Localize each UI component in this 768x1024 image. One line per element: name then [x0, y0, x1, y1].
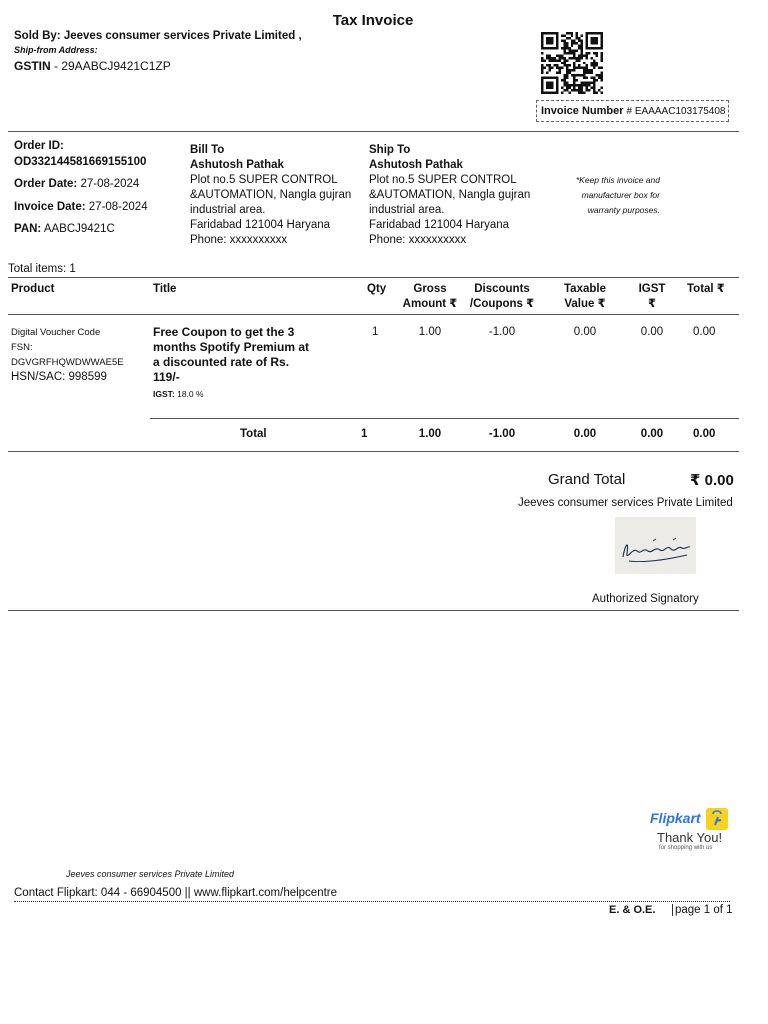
- item-title-line: Free Coupon to get the 3: [153, 325, 295, 339]
- invoice-date: [14, 200, 148, 216]
- header-gross-line: Amount ₹: [402, 298, 458, 310]
- ship-to-address-line: industrial area.: [369, 204, 445, 216]
- header-igst-line: ₹: [647, 298, 656, 310]
- item-title-line: 119/-: [153, 370, 180, 384]
- header-discounts: [466, 282, 538, 312]
- page-number: page 1 of 1: [672, 904, 733, 916]
- ship-to-phone: Phone: xxxxxxxxxx: [369, 234, 467, 246]
- bill-to-address-line: &AUTOMATION, Nangla gujran: [190, 189, 352, 201]
- order-date: [14, 177, 148, 193]
- ship-to-address-line: &AUTOMATION, Nangla gujran: [369, 189, 531, 201]
- order-details: [14, 139, 148, 245]
- totals-discount: -1.00: [488, 428, 516, 440]
- signatory-company: Jeeves consumer services Private Limited: [518, 497, 733, 509]
- header-taxable-line: Taxable: [564, 283, 606, 295]
- header-qty: Qty: [367, 283, 387, 295]
- thank-you-text: Thank You!: [657, 830, 723, 845]
- header-igst: [632, 282, 672, 312]
- item-igst-rate: [153, 387, 328, 402]
- flipkart-bag-icon: [706, 808, 728, 830]
- fsn-value: DGVGRFHQWDWWAE5E: [11, 357, 124, 368]
- contact-line: Contact Flipkart: 044 - 66904500 || www.flipkart.com/helpcentre: [14, 887, 338, 899]
- pan-value: AABCJ9421C: [41, 223, 115, 236]
- item-igst: 0.00: [640, 326, 664, 338]
- grand-total-value: ₹ 0.00: [690, 472, 734, 489]
- grand-total-label: Grand Total: [548, 471, 626, 488]
- ship-to-address-line: Faridabad 121004 Haryana: [369, 219, 510, 231]
- product-name: Digital Voucher Code: [11, 327, 101, 338]
- ship-to-name: Ashutosh Pathak: [369, 159, 463, 171]
- header-taxable-value: [555, 282, 615, 312]
- ship-from-label: Ship-from Address:: [14, 45, 98, 55]
- summary-divider: [8, 610, 739, 611]
- warranty-note: [540, 173, 660, 218]
- fsn-label: FSN:: [11, 342, 33, 353]
- bill-to-address-line: Faridabad 121004 Haryana: [190, 219, 331, 231]
- gstin-label: GSTIN: [14, 59, 51, 73]
- item-title-line: months Spotify Premium at: [153, 340, 310, 354]
- thank-you-subtext: for shopping with us: [659, 845, 713, 851]
- bill-to-phone: Phone: xxxxxxxxxx: [190, 234, 288, 246]
- flipkart-logo: Flipkart: [650, 810, 701, 826]
- invoice-date-value: 27-08-2024: [85, 200, 148, 213]
- item-total: 0.00: [693, 326, 716, 338]
- total-items: Total items: 1: [8, 263, 76, 275]
- header-discount-line: /Coupons ₹: [469, 298, 535, 310]
- bill-to-name: Ashutosh Pathak: [190, 159, 284, 171]
- totals-total: 0.00: [693, 428, 716, 440]
- header-gross-amount: [400, 282, 460, 312]
- bill-to-heading: Bill To: [190, 144, 225, 156]
- product-cell: [11, 325, 124, 385]
- header-taxable-line: Value ₹: [564, 298, 606, 310]
- table-top-border: [8, 277, 739, 278]
- totals-label: Total: [240, 428, 267, 440]
- table-bottom-border: [8, 451, 739, 452]
- eoe-label: E. & O.E.: [609, 904, 656, 916]
- bill-to-address-line: industrial area.: [190, 204, 266, 216]
- item-gross-amount: 1.00: [418, 326, 442, 338]
- ship-to-heading: Ship To: [369, 144, 411, 156]
- footer-divider: [14, 901, 730, 902]
- header-title: Title: [153, 283, 177, 295]
- invoice-title: Tax Invoice: [332, 12, 414, 29]
- item-qty: 1: [372, 326, 379, 338]
- item-discount: -1.00: [488, 326, 516, 338]
- header-total: Total ₹: [687, 283, 725, 295]
- qr-code-icon: [540, 32, 604, 94]
- totals-igst: 0.00: [640, 428, 664, 440]
- gstin-value: - 29AABCJ9421C1ZP: [50, 59, 171, 73]
- igst-rate-value: 18.0 %: [174, 389, 204, 399]
- header-product: Product: [11, 283, 55, 295]
- title-cell: [153, 325, 328, 402]
- signature-image: [615, 517, 696, 574]
- bill-to-address: [190, 143, 360, 248]
- hsn-sac: HSN/SAC: 998599: [11, 371, 107, 383]
- pan-label: PAN:: [14, 223, 42, 236]
- totals-qty: 1: [361, 428, 368, 440]
- authorized-signatory: Authorized Signatory: [592, 593, 699, 605]
- totals-taxable: 0.00: [573, 428, 597, 440]
- footer-company: Jeeves consumer services Private Limited: [66, 869, 235, 879]
- warranty-note-line: warranty purposes.: [587, 205, 660, 215]
- order-id-label: Order ID:: [14, 140, 64, 152]
- order-date-label: Order Date:: [14, 178, 78, 191]
- warranty-note-line: *Keep this invoice and: [575, 175, 660, 185]
- header-igst-line: IGST: [638, 283, 666, 295]
- igst-rate-label: IGST:: [153, 389, 175, 399]
- ship-to-address-line: Plot no.5 SUPER CONTROL: [369, 174, 517, 186]
- invoice-date-label: Invoice Date:: [14, 200, 86, 213]
- table-header-border: [8, 314, 739, 315]
- pan: [14, 222, 148, 238]
- bill-to-address-line: Plot no.5 SUPER CONTROL: [190, 174, 338, 186]
- totals-gross: 1.00: [418, 428, 442, 440]
- ship-to-address: [369, 143, 539, 248]
- item-title-line: a discounted rate of Rs.: [153, 355, 290, 369]
- invoice-number-label: Invoice Number: [541, 105, 624, 117]
- invoice-number-value: # EAAAAC103175408: [626, 105, 726, 117]
- warranty-note-line: manufacturer box for: [581, 190, 660, 200]
- header-divider: [8, 131, 739, 132]
- row-divider: [150, 418, 739, 419]
- invoice-number-box: [536, 100, 729, 122]
- header-gross-line: Gross: [413, 283, 447, 295]
- gstin: [14, 59, 171, 73]
- item-taxable-value: 0.00: [573, 326, 597, 338]
- header-discount-line: Discounts: [474, 283, 530, 295]
- sold-by: Sold By: Jeeves consumer services Private Limited ,: [14, 30, 302, 42]
- order-date-value: 27-08-2024: [77, 178, 140, 191]
- order-id: OD332144581669155100: [14, 155, 147, 168]
